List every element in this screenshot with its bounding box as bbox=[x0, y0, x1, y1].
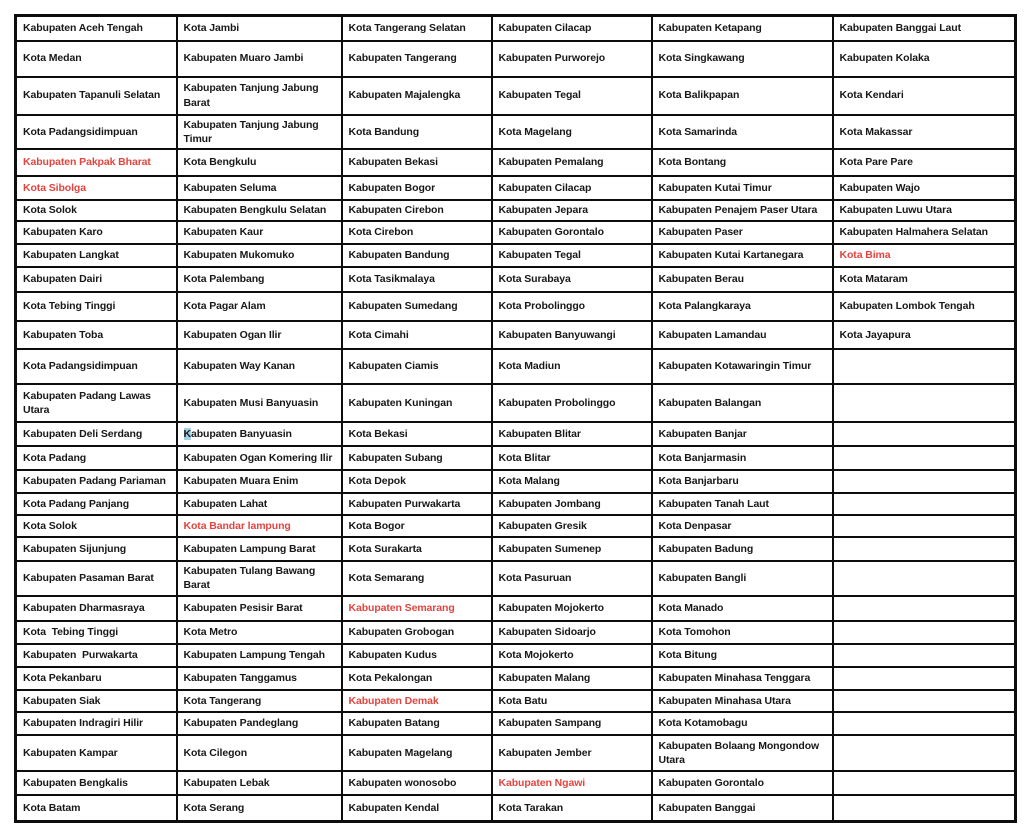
table-cell: Kabupaten Banyuwangi bbox=[492, 321, 652, 349]
table-cell: Kabupaten Seluma bbox=[177, 176, 342, 200]
table-row bbox=[16, 321, 1016, 349]
table-cell bbox=[833, 735, 1016, 771]
table-cell: Kota Jayapura bbox=[833, 321, 1016, 349]
table-cell: Kota Padang bbox=[16, 446, 177, 470]
table-cell: Kabupaten Ciamis bbox=[342, 349, 492, 384]
table-cell: Kota Madiun bbox=[492, 349, 652, 384]
table-cell: Kabupaten Padang Lawas Utara bbox=[16, 384, 177, 422]
table-cell: Kabupaten Penajem Paser Utara bbox=[652, 200, 833, 221]
table-cell: Kabupaten Magelang bbox=[342, 735, 492, 771]
table-cell bbox=[833, 470, 1016, 493]
table-cell bbox=[833, 493, 1016, 515]
table-cell: Kota Solok bbox=[16, 515, 177, 537]
table-cell: Kabupaten Ketapang bbox=[652, 16, 833, 41]
table-cell: Kabupaten Kutai Timur bbox=[652, 176, 833, 200]
table-cell: Kabupaten Ngawi bbox=[492, 771, 652, 795]
table-cell: Kabupaten Pemalang bbox=[492, 149, 652, 176]
table-cell: Kabupaten Mukomuko bbox=[177, 244, 342, 267]
table-cell: Kabupaten Tanjung Jabung Timur bbox=[177, 115, 342, 149]
table-cell: Kota Palangkaraya bbox=[652, 292, 833, 321]
table-cell: Kota Serang bbox=[177, 795, 342, 822]
table-cell: Kabupaten Deli Serdang bbox=[16, 422, 177, 446]
table-cell: Kabupaten Paser bbox=[652, 221, 833, 244]
table-cell bbox=[833, 667, 1016, 690]
table-row bbox=[16, 470, 1016, 493]
table-cell: Kabupaten Majalengka bbox=[342, 77, 492, 115]
table-cell bbox=[833, 422, 1016, 446]
table-row bbox=[16, 537, 1016, 561]
table-cell: Kota Cilegon bbox=[177, 735, 342, 771]
table-cell: Kabupaten Minahasa Tenggara bbox=[652, 667, 833, 690]
table-row bbox=[16, 422, 1016, 446]
table-cell: Kota Metro bbox=[177, 621, 342, 644]
table-cell: Kota Palembang bbox=[177, 267, 342, 292]
table-row bbox=[16, 267, 1016, 292]
table-cell: Kabupaten Bolaang Mongondow Utara bbox=[652, 735, 833, 771]
table-cell: Kota Mataram bbox=[833, 267, 1016, 292]
table-cell: Kabupaten Kotawaringin Timur bbox=[652, 349, 833, 384]
table-cell: Kabupaten Toba bbox=[16, 321, 177, 349]
table-cell: Kabupaten Bengkalis bbox=[16, 771, 177, 795]
table-cell: Kota Pekanbaru bbox=[16, 667, 177, 690]
table-cell: Kabupaten Dharmasraya bbox=[16, 596, 177, 621]
table-cell: Kota Bengkulu bbox=[177, 149, 342, 176]
table-row bbox=[16, 16, 1016, 41]
table-cell: Kabupaten Kutai Kartanegara bbox=[652, 244, 833, 267]
table-cell: Kabupaten Blitar bbox=[492, 422, 652, 446]
table-row bbox=[16, 561, 1016, 596]
table-cell: Kabupaten Musi Banyuasin bbox=[177, 384, 342, 422]
table-cell: Kabupaten Jepara bbox=[492, 200, 652, 221]
table-row bbox=[16, 690, 1016, 712]
table-cell: Kabupaten Pandeglang bbox=[177, 712, 342, 735]
table-cell: Kabupaten Sampang bbox=[492, 712, 652, 735]
table-cell: Kota Solok bbox=[16, 200, 177, 221]
table-cell: Kabupaten Tanah Laut bbox=[652, 493, 833, 515]
table-row bbox=[16, 115, 1016, 149]
table-cell: Kabupaten Cilacap bbox=[492, 176, 652, 200]
table-cell: Kota Bekasi bbox=[342, 422, 492, 446]
table-cell: Kabupaten Banjar bbox=[652, 422, 833, 446]
table-row bbox=[16, 795, 1016, 822]
table-row bbox=[16, 621, 1016, 644]
table-cell: Kabupaten Bangli bbox=[652, 561, 833, 596]
table-cell: Kota Pasuruan bbox=[492, 561, 652, 596]
table-row bbox=[16, 515, 1016, 537]
table-cell: Kabupaten Bengkulu Selatan bbox=[177, 200, 342, 221]
table-cell: Kabupaten wonosobo bbox=[342, 771, 492, 795]
table-cell: Kota Tebing Tinggi bbox=[16, 292, 177, 321]
table-cell: Kabupaten Lampung Barat bbox=[177, 537, 342, 561]
table-cell: Kabupaten Sijunjung bbox=[16, 537, 177, 561]
table-row bbox=[16, 200, 1016, 221]
table-cell: Kota Tomohon bbox=[652, 621, 833, 644]
table-cell bbox=[833, 446, 1016, 470]
table-cell: Kota Malang bbox=[492, 470, 652, 493]
table-cell: Kota Semarang bbox=[342, 561, 492, 596]
table-cell: Kabupaten Malang bbox=[492, 667, 652, 690]
table-body bbox=[16, 16, 1016, 822]
table-cell: Kabupaten Ogan Komering Ilir bbox=[177, 446, 342, 470]
table-cell: Kabupaten Balangan bbox=[652, 384, 833, 422]
table-cell: Kota Medan bbox=[16, 41, 177, 77]
table-row bbox=[16, 596, 1016, 621]
table-cell: Kota Bima bbox=[833, 244, 1016, 267]
table-row bbox=[16, 221, 1016, 244]
table-cell: Kota Mojokerto bbox=[492, 644, 652, 667]
table-cell bbox=[833, 537, 1016, 561]
table-row bbox=[16, 384, 1016, 422]
table-cell: Kabupaten Kampar bbox=[16, 735, 177, 771]
table-cell bbox=[833, 349, 1016, 384]
table-cell: Kabupaten Tegal bbox=[492, 244, 652, 267]
table-cell: Kota Makassar bbox=[833, 115, 1016, 149]
table-cell: Kabupaten Banggai bbox=[652, 795, 833, 822]
table-cell: Kabupaten Lamandau bbox=[652, 321, 833, 349]
table-row bbox=[16, 77, 1016, 115]
table-cell: Kabupaten Jember bbox=[492, 735, 652, 771]
table-cell: Kota Balikpapan bbox=[652, 77, 833, 115]
table-cell: Kota Bandar lampung bbox=[177, 515, 342, 537]
table-row bbox=[16, 493, 1016, 515]
table-cell: Kabupaten Mojokerto bbox=[492, 596, 652, 621]
table-row bbox=[16, 41, 1016, 77]
table-cell bbox=[833, 515, 1016, 537]
table-cell: Kabupaten Kendal bbox=[342, 795, 492, 822]
table-cell: Kota Tangerang bbox=[177, 690, 342, 712]
table-cell: Kabupaten Lahat bbox=[177, 493, 342, 515]
table-cell: Kabupaten Berau bbox=[652, 267, 833, 292]
table-row bbox=[16, 644, 1016, 667]
table-cell: Kabupaten Purworejo bbox=[492, 41, 652, 77]
table-cell: Kota Padangsidimpuan bbox=[16, 115, 177, 149]
table-cell: Kabupaten Tanggamus bbox=[177, 667, 342, 690]
table-cell: Kota Tebing Tinggi bbox=[16, 621, 177, 644]
table-cell: Kota Bogor bbox=[342, 515, 492, 537]
table-cell: Kabupaten Minahasa Utara bbox=[652, 690, 833, 712]
text-selection-highlight: K bbox=[183, 427, 191, 440]
table-cell: Kota Banjarbaru bbox=[652, 470, 833, 493]
table-cell: Kabupaten Semarang bbox=[342, 596, 492, 621]
table-cell: Kabupaten Tapanuli Selatan bbox=[16, 77, 177, 115]
table-cell: Kabupaten Pasaman Barat bbox=[16, 561, 177, 596]
table-cell: Kota Tasikmalaya bbox=[342, 267, 492, 292]
table-cell: Kabupaten Way Kanan bbox=[177, 349, 342, 384]
table-row bbox=[16, 712, 1016, 735]
table-cell: Kota Batu bbox=[492, 690, 652, 712]
table-cell: Kabupaten Cilacap bbox=[492, 16, 652, 41]
table-cell: Kota Padang Panjang bbox=[16, 493, 177, 515]
table-cell: Kota Surabaya bbox=[492, 267, 652, 292]
table-cell bbox=[833, 596, 1016, 621]
table-cell: Kota Surakarta bbox=[342, 537, 492, 561]
table-cell: Kabupaten Banyuasin bbox=[177, 422, 342, 446]
table-cell: Kabupaten Cirebon bbox=[342, 200, 492, 221]
table-cell: Kabupaten Indragiri Hilir bbox=[16, 712, 177, 735]
table-cell: Kabupaten Kuningan bbox=[342, 384, 492, 422]
table-cell bbox=[833, 771, 1016, 795]
table-cell: Kota Tangerang Selatan bbox=[342, 16, 492, 41]
table-cell: Kota Pagar Alam bbox=[177, 292, 342, 321]
table-cell: Kota Sibolga bbox=[16, 176, 177, 200]
table-cell: Kabupaten Gorontalo bbox=[652, 771, 833, 795]
table-cell: Kabupaten Padang Pariaman bbox=[16, 470, 177, 493]
table-cell: Kota Blitar bbox=[492, 446, 652, 470]
table-row bbox=[16, 244, 1016, 267]
table-row bbox=[16, 735, 1016, 771]
table-cell: Kabupaten Siak bbox=[16, 690, 177, 712]
table-cell: Kabupaten Badung bbox=[652, 537, 833, 561]
table-row bbox=[16, 176, 1016, 200]
table-cell: Kabupaten Pakpak Bharat bbox=[16, 149, 177, 176]
table-cell: Kabupaten Demak bbox=[342, 690, 492, 712]
table-cell: Kota Batam bbox=[16, 795, 177, 822]
table-cell: Kabupaten Halmahera Selatan bbox=[833, 221, 1016, 244]
table-cell: Kabupaten Sidoarjo bbox=[492, 621, 652, 644]
table-cell: Kota Probolinggo bbox=[492, 292, 652, 321]
table-cell: Kabupaten Aceh Tengah bbox=[16, 16, 177, 41]
table-cell: Kota Banjarmasin bbox=[652, 446, 833, 470]
table-cell: Kabupaten Gresik bbox=[492, 515, 652, 537]
table-row bbox=[16, 446, 1016, 470]
table-cell: Kota Denpasar bbox=[652, 515, 833, 537]
table-cell: Kabupaten Bogor bbox=[342, 176, 492, 200]
kabupaten-kota-table bbox=[14, 14, 1017, 823]
table-cell: Kabupaten Purwakarta bbox=[16, 644, 177, 667]
table-cell bbox=[833, 712, 1016, 735]
table-row bbox=[16, 771, 1016, 795]
table-cell bbox=[833, 690, 1016, 712]
table-cell: Kabupaten Grobogan bbox=[342, 621, 492, 644]
table-cell: Kota Samarinda bbox=[652, 115, 833, 149]
table-cell: Kabupaten Muaro Jambi bbox=[177, 41, 342, 77]
table-row bbox=[16, 349, 1016, 384]
table-cell: Kota Pare Pare bbox=[833, 149, 1016, 176]
table-cell: Kabupaten Lombok Tengah bbox=[833, 292, 1016, 321]
table-cell: Kabupaten Tangerang bbox=[342, 41, 492, 77]
table-cell: Kota Singkawang bbox=[652, 41, 833, 77]
table-cell: Kabupaten Sumedang bbox=[342, 292, 492, 321]
table-cell: Kota Manado bbox=[652, 596, 833, 621]
table-cell: Kota Tarakan bbox=[492, 795, 652, 822]
table-cell: Kota Bontang bbox=[652, 149, 833, 176]
table-cell: Kabupaten Wajo bbox=[833, 176, 1016, 200]
table-cell: Kabupaten Jombang bbox=[492, 493, 652, 515]
table-cell: Kabupaten Kolaka bbox=[833, 41, 1016, 77]
table-cell: Kabupaten Subang bbox=[342, 446, 492, 470]
table-cell: Kota Cimahi bbox=[342, 321, 492, 349]
table-cell: Kota Kotamobagu bbox=[652, 712, 833, 735]
table-cell bbox=[833, 795, 1016, 822]
table-cell: Kota Depok bbox=[342, 470, 492, 493]
table-cell: Kabupaten Muara Enim bbox=[177, 470, 342, 493]
table-cell bbox=[833, 644, 1016, 667]
table-cell: Kabupaten Tulang Bawang Barat bbox=[177, 561, 342, 596]
table-cell: Kota Pekalongan bbox=[342, 667, 492, 690]
table-cell: Kota Padangsidimpuan bbox=[16, 349, 177, 384]
table-cell: Kabupaten Lebak bbox=[177, 771, 342, 795]
table-cell: Kabupaten Purwakarta bbox=[342, 493, 492, 515]
table-cell: Kota Kendari bbox=[833, 77, 1016, 115]
table-cell: Kabupaten Banggai Laut bbox=[833, 16, 1016, 41]
table-cell bbox=[833, 384, 1016, 422]
table-cell bbox=[833, 561, 1016, 596]
table-cell: Kabupaten Kudus bbox=[342, 644, 492, 667]
table-cell: Kabupaten Tanjung Jabung Barat bbox=[177, 77, 342, 115]
table-cell: Kota Bandung bbox=[342, 115, 492, 149]
table-cell: Kota Magelang bbox=[492, 115, 652, 149]
table-cell: Kabupaten Probolinggo bbox=[492, 384, 652, 422]
table-cell: Kabupaten Pesisir Barat bbox=[177, 596, 342, 621]
table-cell: Kabupaten Langkat bbox=[16, 244, 177, 267]
table-cell: Kabupaten Tegal bbox=[492, 77, 652, 115]
table-cell bbox=[833, 621, 1016, 644]
table-row bbox=[16, 292, 1016, 321]
table-cell: Kabupaten Luwu Utara bbox=[833, 200, 1016, 221]
table-cell: Kabupaten Sumenep bbox=[492, 537, 652, 561]
table-cell: Kabupaten Batang bbox=[342, 712, 492, 735]
table-row bbox=[16, 667, 1016, 690]
table-cell: Kabupaten Bekasi bbox=[342, 149, 492, 176]
table-cell: Kota Cirebon bbox=[342, 221, 492, 244]
table-cell: Kota Jambi bbox=[177, 16, 342, 41]
table-cell: Kabupaten Bandung bbox=[342, 244, 492, 267]
table-cell: Kabupaten Lampung Tengah bbox=[177, 644, 342, 667]
table-cell: Kabupaten Ogan Ilir bbox=[177, 321, 342, 349]
table-cell: Kabupaten Karo bbox=[16, 221, 177, 244]
table-row bbox=[16, 149, 1016, 176]
table-cell: Kabupaten Gorontalo bbox=[492, 221, 652, 244]
table-cell: Kota Bitung bbox=[652, 644, 833, 667]
table-cell: Kabupaten Dairi bbox=[16, 267, 177, 292]
table-cell: Kabupaten Kaur bbox=[177, 221, 342, 244]
